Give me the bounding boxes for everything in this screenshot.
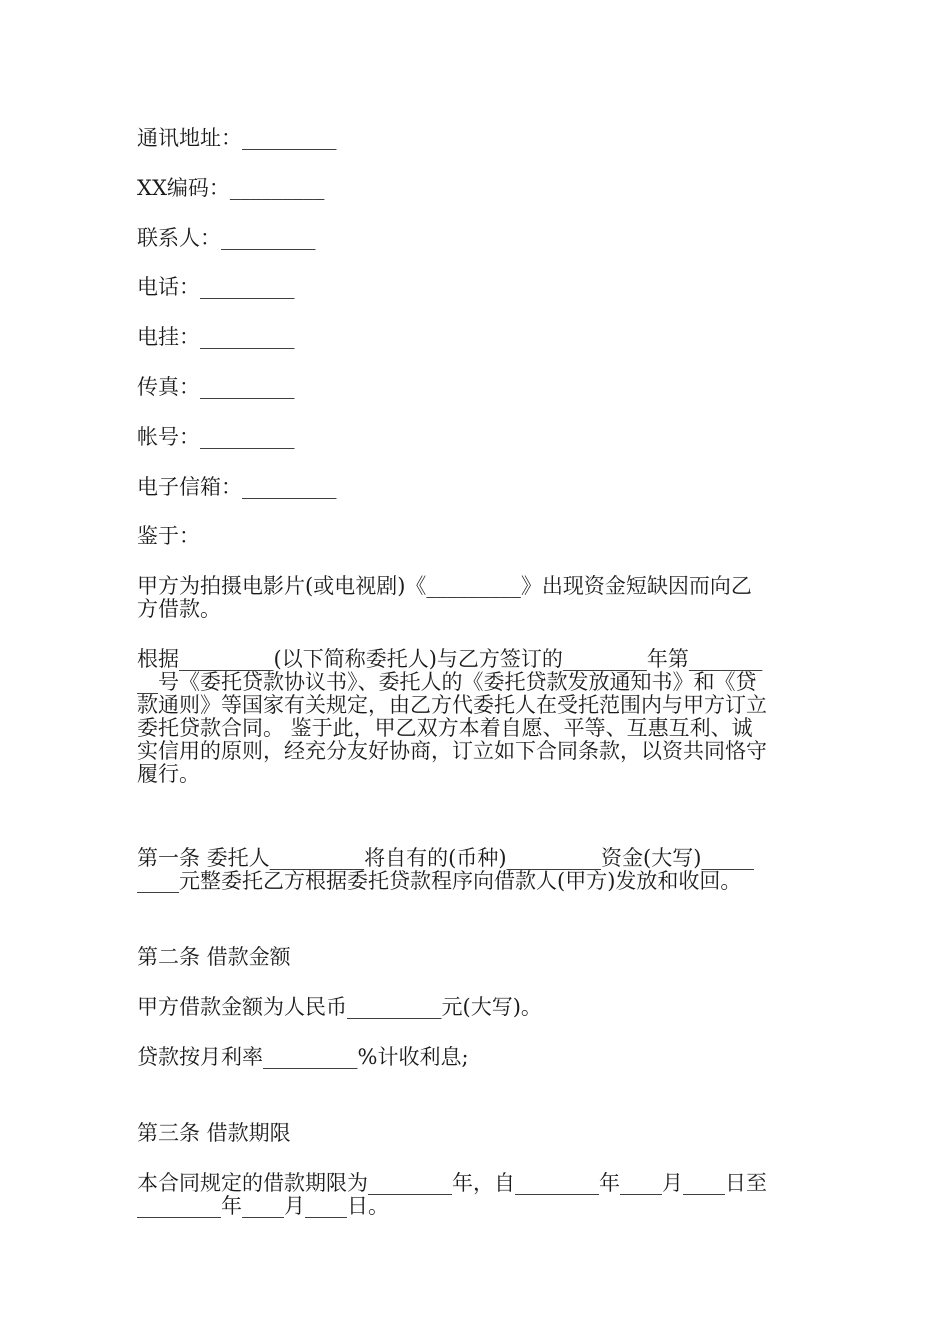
article-2-heading: 第二条 借款金额	[137, 945, 291, 969]
fax-line: 传真：_________	[137, 375, 295, 399]
telex-line: 电挂：_________	[137, 325, 295, 349]
article-3-heading: 第三条 借款期限	[137, 1121, 291, 1145]
interest-rate-line: 贷款按月利率_________%计收利息;	[137, 1045, 469, 1069]
whereas-paragraph-2	[137, 648, 817, 786]
paragraph-line: 本合同规定的借款期限为________年，自________年____月____日至	[137, 1171, 767, 1195]
paragraph-line: ____元整委托乙方根据委托贷款程序向借款人(甲方)发放和收回。	[137, 869, 742, 893]
account-line: 帐号：_________	[137, 425, 295, 449]
paragraph-line: 实信用的原则，经充分友好协商，订立如下合同条款，以资共同恪守	[137, 739, 767, 763]
paragraph-line: 方借款。	[137, 597, 221, 621]
paragraph-line: 根据_________(以下简称委托人)与乙方签订的________年第_______	[137, 647, 763, 671]
phone-line: 电话：_________	[137, 275, 295, 299]
paragraph-line: __号《委托贷款协议书》、委托人的《委托贷款发放通知书》和《贷	[137, 670, 757, 694]
paragraph-line: 委托贷款合同。 鉴于此，甲乙双方本着自愿、平等、互惠互利、诚	[137, 716, 753, 740]
paragraph-line: 款通则》等国家有关规定，由乙方代委托人在受托范围内与甲方订立	[137, 693, 767, 717]
contact-person-line: 联系人：_________	[137, 226, 316, 250]
email-line: 电子信箱：_________	[137, 475, 337, 499]
postcode-line: XX编码：_________	[137, 176, 325, 200]
article-1	[137, 847, 817, 893]
paragraph-line: 甲方为拍摄电影片(或电视剧)《_________》出现资金短缺因而向乙	[137, 574, 752, 598]
article-3-term	[137, 1172, 817, 1218]
whereas-heading: 鉴于：	[137, 524, 200, 548]
paragraph-line: 履行。	[137, 762, 200, 786]
paragraph-line: 第一条 委托人_________将自有的(币种)_________资金(大写)_____	[137, 846, 754, 870]
paragraph-line: ________年____月____日。	[137, 1194, 389, 1218]
address-line: 通讯地址：_________	[137, 126, 337, 150]
loan-amount-line: 甲方借款金额为人民币_________元(大写)。	[137, 995, 542, 1019]
whereas-paragraph-1	[137, 575, 817, 621]
